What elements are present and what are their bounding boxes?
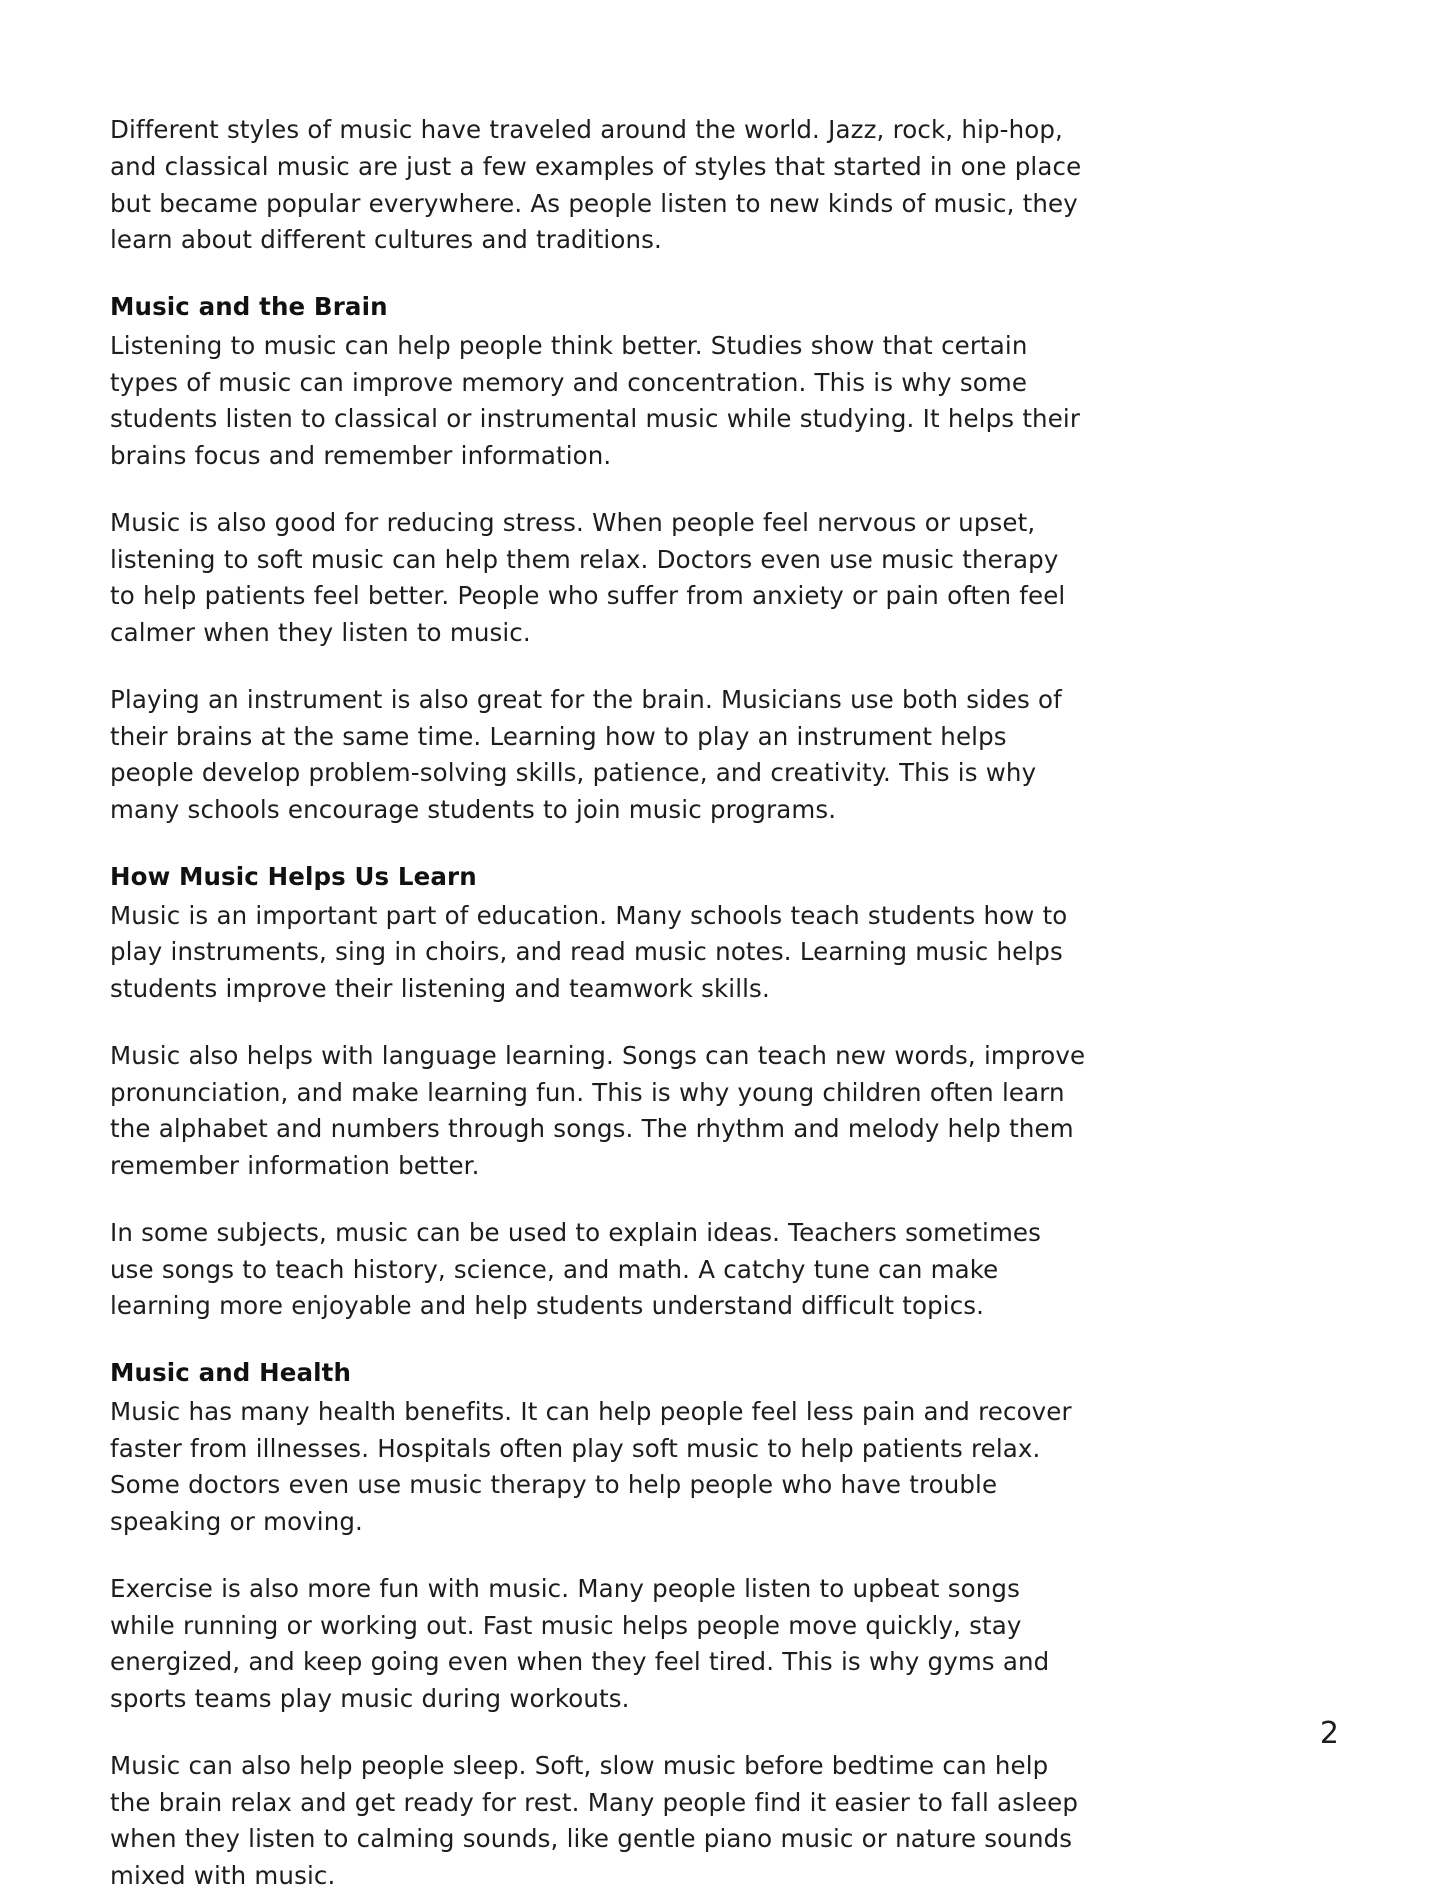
paragraph-sleep: Music can also help people sleep. Soft, slow music before bedtime can help the brain relax and get ready for rest. Many people find it easier to fall asleep when they listen to calming sounds, like gentle piano music or nature sounds mixed with music. [110, 1750, 1079, 1890]
section-music-and-the-brain [110, 289, 1090, 475]
section-how-music-helps-us-learn [110, 859, 1090, 1008]
paragraph-language-learning: Music also helps with language learning. Songs can teach new words, improve pronunciation, and make learning fun. This is why young children often learn the alphabet and numbers through songs. The rhythm and melody help them remember information better. [110, 1040, 1086, 1180]
section-paragraph: Listening to music can help people think better. Studies show that certain types of music can improve memory and concentration. This is why some students listen to classical or instrumental music while studying. It helps their brains focus and remember information. [110, 330, 1081, 470]
paragraph-exercise: Exercise is also more fun with music. Many people listen to upbeat songs while running or working out. Fast music helps people move quickly, stay energized, and keep going even when they feel tired. This is why gyms and sports teams play music during workouts. [110, 1573, 1050, 1713]
section-heading: Music and Health [110, 1358, 352, 1387]
paragraph-intro: Different styles of music have traveled around the world. Jazz, rock, hip-hop, and classical music are just a few examples of styles that started in one place but became popular everywhere. As people listen to new kinds of music, they learn about different cultures and traditions. [110, 115, 1082, 255]
paragraph-instrument: Playing an instrument is also great for the brain. Musicians use both sides of their brains at the same time. Learning how to play an instrument helps people develop problem-solving skills, patience, and creativity. This is why many schools encourage students to join music programs. [110, 684, 1062, 824]
section-paragraph: Music has many health benefits. It can help people feel less pain and recover faster from illnesses. Hospitals often play soft music to help patients relax. Some doctors even use music therapy to help people who have trouble speaking or moving. [110, 1396, 1072, 1536]
section-heading: Music and the Brain [110, 292, 388, 321]
page-number: 2 [1319, 1716, 1339, 1751]
paragraph-subjects: In some subjects, music can be used to explain ideas. Teachers sometimes use songs to teach history, science, and math. A catchy tune can make learning more enjoyable and help students understand difficult topics. [110, 1217, 1042, 1321]
paragraph-stress: Music is also good for reducing stress. When people feel nervous or upset, listening to soft music can help them relax. Doctors even use music therapy to help patients feel better. People who suffer from anxiety or pain often feel calmer when they listen to music. [110, 507, 1066, 647]
section-heading: How Music Helps Us Learn [110, 861, 477, 891]
section-paragraph: Music is an important part of education. Many schools teach students how to play instruments, sing in choirs, and read music notes. Learning music helps students improve their listening and teamwork skills. [110, 900, 1068, 1003]
section-music-and-health [110, 1355, 1090, 1541]
document-body [110, 112, 1090, 1895]
